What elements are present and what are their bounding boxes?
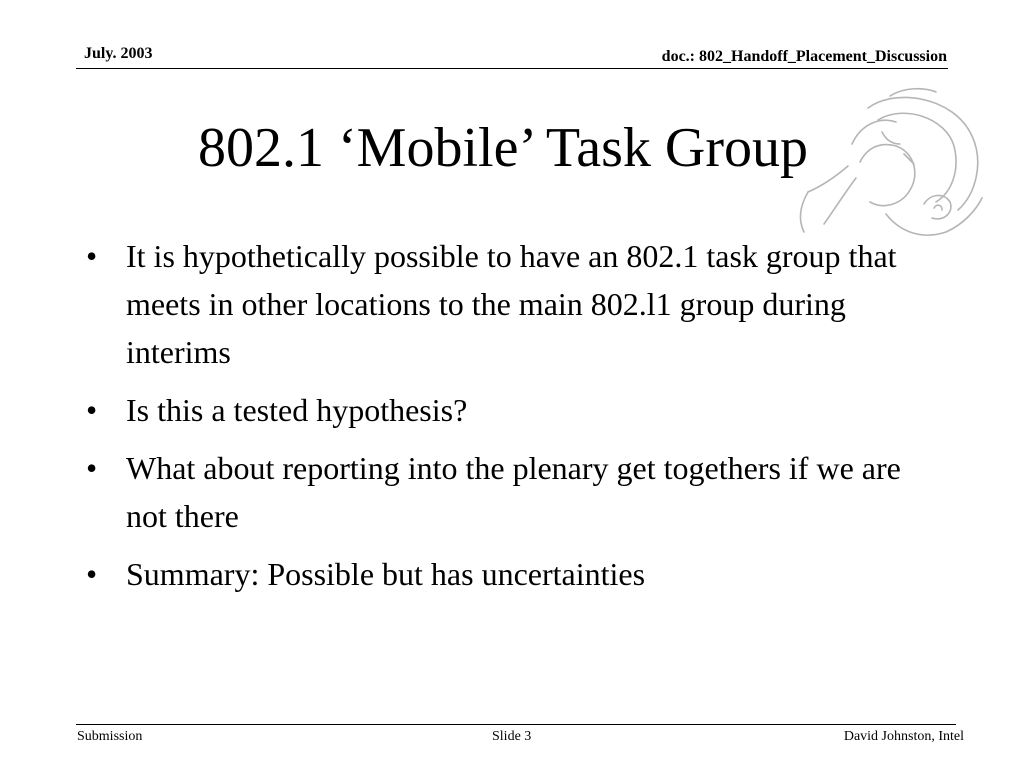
header-doc-id: doc.: 802_Handoff_Placement_Discussion (661, 48, 947, 65)
bullet-text: What about reporting into the plenary get togethers if we are not there (126, 450, 901, 534)
slide-title: 802.1 ‘Mobile’ Task Group (198, 117, 808, 179)
bullet-item (86, 550, 926, 598)
bullet-text: Summary: Possible but has uncertainties (126, 556, 646, 592)
bullet-text: Is this a tested hypothesis? (126, 392, 468, 428)
footer-submission: Submission (77, 729, 143, 744)
bullet-text: It is hypothetically possible to have an 802.1 task group that meets in other locations to the main 802.l1 group during interims (126, 238, 897, 370)
bullet-marker: • (86, 450, 98, 486)
bullet-item (86, 386, 926, 434)
bullet-list (86, 232, 926, 608)
footer-slide-number: Slide 3 (492, 729, 532, 744)
bullet-marker: • (86, 392, 98, 428)
bullet-item (86, 232, 926, 376)
header-divider (76, 68, 948, 69)
footer-divider (76, 724, 956, 725)
bullet-item (86, 444, 926, 540)
header-date: July. 2003 (84, 45, 153, 62)
bullet-marker: • (86, 238, 98, 274)
bullet-marker: • (86, 556, 98, 592)
footer-author: David Johnston, Intel (843, 729, 964, 744)
